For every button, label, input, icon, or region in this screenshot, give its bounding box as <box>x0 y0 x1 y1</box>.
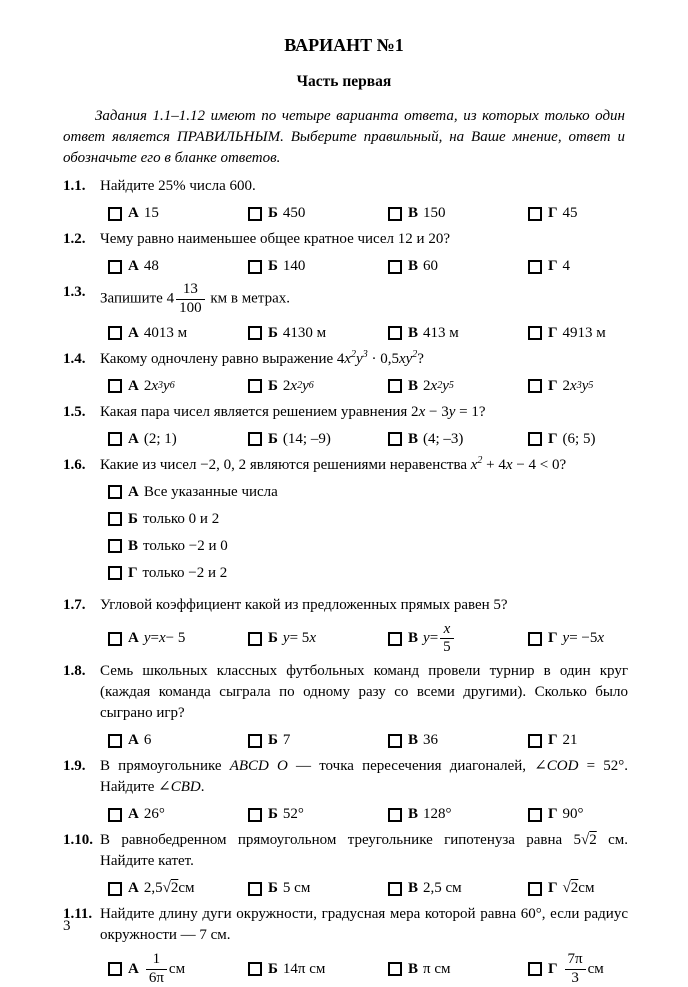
part-heading: Часть первая <box>296 73 392 90</box>
option-letter: В <box>408 806 419 822</box>
answer-option-Б[interactable] <box>248 804 388 825</box>
checkbox-icon[interactable] <box>248 207 262 221</box>
question-text: Какая пара чисел является решением уравнения 2x − 3y = 1? <box>100 403 486 420</box>
checkbox-icon[interactable] <box>388 326 402 340</box>
question-text: В равнобедренном прямоугольном треугольнике гипотенуза равна 5√2 см. Найдите катет. <box>100 832 628 869</box>
answer-option-В[interactable] <box>388 878 528 899</box>
option-letter: А <box>128 205 139 221</box>
checkbox-icon[interactable] <box>388 379 402 393</box>
option-value: 2 x 2 y 5 <box>423 377 454 394</box>
answer-option-В[interactable] <box>388 622 528 657</box>
checkbox-icon[interactable] <box>388 882 402 896</box>
option-value: 26° <box>143 806 165 822</box>
question-text: Угловой коэффициент какой из предложенных прямых равен 5? <box>100 596 508 613</box>
answer-option-В[interactable] <box>388 203 528 224</box>
question <box>63 830 628 899</box>
checkbox-icon[interactable] <box>388 207 402 221</box>
option-letter: Б <box>268 732 278 748</box>
answer-option-В[interactable] <box>108 536 386 557</box>
options-row <box>108 376 628 397</box>
option-letter: В <box>408 258 419 274</box>
answer-option-А[interactable] <box>108 878 248 899</box>
checkbox-icon[interactable] <box>248 734 262 748</box>
instructions-paragraph: Задания 1.1–1.12 имеют по четыре варианта ответа, из которых только один ответ является ПРАВИЛЬНЫМ. Выберите правильный, на Ваше мнение, ответ и обозначьте его в бланке ответов. <box>63 108 625 166</box>
option-value: 128° <box>423 806 452 822</box>
page-number: 3 <box>63 918 71 934</box>
option-letter: В <box>408 630 419 647</box>
square-root: √2 <box>162 880 179 896</box>
question-text: Найдите 25% числа 600. <box>100 178 256 194</box>
checkbox-icon[interactable] <box>108 882 122 896</box>
answer-option-Б[interactable] <box>108 509 386 530</box>
answer-option-Г[interactable] <box>528 323 606 344</box>
answer-option-А[interactable] <box>108 952 248 987</box>
checkbox-icon[interactable] <box>248 808 262 822</box>
option-letter: В <box>408 880 419 896</box>
option-letter: Б <box>268 960 278 977</box>
answer-option-А[interactable] <box>108 730 248 751</box>
option-value: 4013 м <box>143 324 188 341</box>
option-letter: Г <box>548 324 558 341</box>
answer-option-Б[interactable] <box>248 959 388 980</box>
answer-option-Б[interactable] <box>248 878 388 899</box>
option-value: y = x − 5 <box>143 630 186 647</box>
option-value: √2 см <box>563 878 595 899</box>
checkbox-icon[interactable] <box>108 962 122 976</box>
answer-option-Г[interactable] <box>528 628 604 649</box>
question-number: 1.6. <box>63 456 86 473</box>
options-row <box>108 878 628 899</box>
option-letter: А <box>128 377 139 394</box>
option-letter: А <box>128 960 139 977</box>
option-value: 60 <box>423 258 439 274</box>
option-letter: Б <box>268 430 278 447</box>
checkbox-icon[interactable] <box>248 379 262 393</box>
fraction: $\frac{7\pi}{3}$ <box>565 952 586 987</box>
option-value: 2,5 см <box>423 880 462 896</box>
answer-option-А[interactable] <box>108 323 248 344</box>
option-value: (4; –3) <box>423 430 464 447</box>
option-letter: Б <box>268 324 278 341</box>
checkbox-icon[interactable] <box>388 632 402 646</box>
checkbox-icon[interactable] <box>388 432 402 446</box>
option-value: 45 <box>562 205 578 221</box>
checkbox-icon[interactable] <box>248 962 262 976</box>
question <box>63 229 628 277</box>
question-number: 1.10. <box>63 832 93 848</box>
option-letter: Б <box>128 510 138 527</box>
question <box>63 756 628 825</box>
options-row <box>108 622 628 657</box>
option-letter: Б <box>268 205 278 221</box>
checkbox-icon[interactable] <box>528 432 542 446</box>
answer-option-Г[interactable] <box>528 804 584 825</box>
option-letter: Б <box>268 377 278 394</box>
question-text: Семь школьных классных футбольных команд провели турнир в один круг (каждая команда сыграла по одному разу со всеми другими). Сколько было сыграно игр? <box>100 663 628 721</box>
answer-option-А[interactable] <box>108 628 248 649</box>
checkbox-icon[interactable] <box>528 882 542 896</box>
checkbox-icon[interactable] <box>528 207 542 221</box>
option-value: Все указанные числа <box>143 483 278 500</box>
fraction: $\frac{13}{100}$ <box>176 282 205 317</box>
checkbox-icon[interactable] <box>528 632 542 646</box>
options-row <box>108 804 628 825</box>
question-number: 1.7. <box>63 596 86 613</box>
answer-option-В[interactable] <box>388 959 528 980</box>
option-letter: А <box>128 880 139 896</box>
checkbox-icon[interactable] <box>108 326 122 340</box>
checkbox-icon[interactable] <box>248 882 262 896</box>
option-letter: А <box>128 806 139 822</box>
option-value: 36 <box>423 732 439 748</box>
option-letter: В <box>128 537 139 554</box>
square-root: √2 <box>581 832 597 848</box>
question <box>63 349 628 397</box>
option-value: (2; 1) <box>143 430 177 447</box>
answer-option-Б[interactable] <box>248 376 388 397</box>
answer-option-А[interactable] <box>108 256 248 277</box>
checkbox-icon[interactable] <box>248 326 262 340</box>
option-letter: Г <box>548 377 558 394</box>
answer-option-В[interactable] <box>388 323 528 344</box>
option-letter: Г <box>548 880 558 896</box>
question-text: Какому одночлену равно выражение $4x^2y^3 \cdot 0,5xy^2$? <box>100 348 424 367</box>
option-letter: А <box>128 324 139 341</box>
answer-option-В[interactable] <box>388 730 528 751</box>
option-value: $\frac{1}{6\pi}$ см <box>144 952 185 987</box>
answer-option-Г[interactable] <box>108 563 386 584</box>
answer-option-В[interactable] <box>388 429 528 450</box>
option-letter: Б <box>268 806 278 822</box>
option-letter: Б <box>268 880 278 896</box>
answer-option-В[interactable] <box>388 804 528 825</box>
option-letter: А <box>128 430 139 447</box>
question <box>63 595 628 657</box>
checkbox-icon[interactable] <box>388 808 402 822</box>
answer-option-Б[interactable] <box>248 203 388 224</box>
option-letter: А <box>128 732 139 748</box>
checkbox-icon[interactable] <box>108 566 122 580</box>
question-number: 1.2. <box>63 231 86 247</box>
option-letter: В <box>408 960 419 977</box>
square-root: √2 <box>562 880 579 896</box>
option-value: 150 <box>423 205 446 221</box>
answer-option-В[interactable] <box>388 256 528 277</box>
option-value: y = −5 x <box>562 630 605 647</box>
option-letter: Г <box>548 630 558 647</box>
question-text: Какие из чисел −2, 0, 2 являются решениями неравенства $x^2 + 4x - 4 < 0$? <box>100 454 567 473</box>
option-value: π см <box>423 960 451 977</box>
checkbox-icon[interactable] <box>108 632 122 646</box>
option-value: только −2 и 2 <box>142 564 228 581</box>
option-letter: Г <box>128 564 138 581</box>
answer-option-А[interactable] <box>108 203 248 224</box>
fraction: $\frac{1}{6\pi}$ <box>146 952 167 987</box>
question-text: Найдите длину дуги окружности, градусная мера которой равна 60°, если радиус окружности — 7 см. <box>100 906 628 943</box>
question-text: В прямоугольнике ABCD O — точка пересечения диагоналей, ∠COD = 52°. Найдите ∠CBD. <box>100 758 628 795</box>
options-row <box>108 203 628 224</box>
option-value: (14; –9) <box>282 430 331 447</box>
option-value: 4130 м <box>282 324 327 341</box>
checkbox-icon[interactable] <box>528 326 542 340</box>
option-value: 14π см <box>282 960 326 977</box>
checkbox-icon[interactable] <box>108 734 122 748</box>
checkbox-icon[interactable] <box>528 260 542 274</box>
answer-option-Г[interactable] <box>528 952 604 987</box>
option-letter: А <box>128 258 139 274</box>
question <box>63 176 628 224</box>
option-value: 450 <box>282 205 306 221</box>
option-letter: В <box>408 377 419 394</box>
checkbox-icon[interactable] <box>108 512 122 526</box>
option-value: 4 <box>562 258 571 274</box>
checkbox-icon[interactable] <box>528 962 542 976</box>
question-number: 1.4. <box>63 350 86 367</box>
question <box>63 282 628 344</box>
answer-option-Б[interactable] <box>248 429 388 450</box>
answer-option-Б[interactable] <box>248 730 388 751</box>
option-letter: Г <box>548 732 558 748</box>
fraction: $\frac{x}{5}$ <box>440 622 454 657</box>
question-number: 1.9. <box>63 758 86 774</box>
questions-list <box>0 176 688 987</box>
question <box>63 661 628 751</box>
option-letter: А <box>128 630 139 647</box>
answer-option-Г[interactable] <box>528 429 595 450</box>
checkbox-icon[interactable] <box>388 962 402 976</box>
option-letter: Г <box>548 258 558 274</box>
answer-option-А[interactable] <box>108 482 386 503</box>
question-text: Запишите 4 $\frac{13}{100}$ км в метрах. <box>100 281 290 316</box>
option-letter: В <box>408 430 419 447</box>
options-row <box>108 429 628 450</box>
option-value: 4913 м <box>562 324 606 341</box>
answer-option-Г[interactable] <box>528 256 570 277</box>
checkbox-icon[interactable] <box>528 808 542 822</box>
option-value: 2,5 √2 см <box>144 878 195 899</box>
answer-option-В[interactable] <box>388 376 528 397</box>
question-number: 1.5. <box>63 403 86 420</box>
answer-option-Б[interactable] <box>248 323 388 344</box>
question <box>63 402 628 450</box>
checkbox-icon[interactable] <box>108 539 122 553</box>
answer-option-А[interactable] <box>108 804 248 825</box>
answer-option-Б[interactable] <box>248 628 388 649</box>
answer-option-А[interactable] <box>108 429 248 450</box>
checkbox-icon[interactable] <box>248 260 262 274</box>
option-letter: Г <box>548 960 558 977</box>
option-value: 48 <box>143 258 159 274</box>
question-number: 1.3. <box>63 284 86 300</box>
option-value: y = $\frac{x}{5}$ <box>423 622 456 657</box>
option-letter: Б <box>268 258 278 274</box>
option-value: 2 x 3 y 6 <box>143 377 175 394</box>
option-value: 2 x 2 y 6 <box>282 377 314 394</box>
option-value: только −2 и 0 <box>143 537 228 554</box>
option-value: 15 <box>143 205 159 221</box>
option-value: 140 <box>282 258 306 274</box>
checkbox-icon[interactable] <box>108 379 122 393</box>
question <box>63 904 628 987</box>
answer-option-А[interactable] <box>108 376 248 397</box>
option-value: 7 <box>282 732 291 748</box>
option-value: 6 <box>143 732 152 748</box>
option-value: 21 <box>562 732 578 748</box>
checkbox-icon[interactable] <box>108 207 122 221</box>
page-title: ВАРИАНТ №1 <box>284 35 404 55</box>
option-value: 52° <box>282 806 304 822</box>
option-letter: В <box>408 324 419 341</box>
answer-option-Б[interactable] <box>248 256 388 277</box>
question-text: Чему равно наименьшее общее кратное чисел 12 и 20? <box>100 231 450 247</box>
option-letter: Г <box>548 205 558 221</box>
question-number: 1.1. <box>63 178 86 194</box>
option-value: y = 5 x <box>282 630 316 647</box>
answer-option-Г[interactable] <box>528 730 578 751</box>
options-row <box>108 323 628 344</box>
checkbox-icon[interactable] <box>248 632 262 646</box>
checkbox-icon[interactable] <box>528 379 542 393</box>
question-number: 1.8. <box>63 663 86 679</box>
option-value: 413 м <box>423 324 459 341</box>
checkbox-icon[interactable] <box>108 485 122 499</box>
checkbox-icon[interactable] <box>248 432 262 446</box>
option-letter: А <box>128 483 139 500</box>
checkbox-icon[interactable] <box>388 260 402 274</box>
question-number: 1.11. <box>63 906 93 922</box>
checkbox-icon[interactable] <box>528 734 542 748</box>
question <box>63 455 628 590</box>
checkbox-icon[interactable] <box>388 734 402 748</box>
answer-option-Г[interactable] <box>528 878 594 899</box>
options-row <box>108 952 628 987</box>
options-row <box>108 482 628 590</box>
option-value: 5 см <box>282 880 311 896</box>
option-value: только 0 и 2 <box>142 510 220 527</box>
option-letter: В <box>408 205 419 221</box>
option-value: 90° <box>562 806 584 822</box>
options-row <box>108 256 628 277</box>
checkbox-icon[interactable] <box>108 432 122 446</box>
answer-option-Г[interactable] <box>528 376 593 397</box>
checkbox-icon[interactable] <box>108 260 122 274</box>
checkbox-icon[interactable] <box>108 808 122 822</box>
option-letter: Б <box>268 630 278 647</box>
option-value: 2 x 3 y 5 <box>562 377 594 394</box>
option-value: (6; 5) <box>562 430 596 447</box>
option-value: $\frac{7\pi}{3}$ см <box>563 952 604 987</box>
answer-option-Г[interactable] <box>528 203 578 224</box>
option-letter: Г <box>548 430 558 447</box>
option-letter: В <box>408 732 419 748</box>
options-row <box>108 730 628 751</box>
option-letter: Г <box>548 806 558 822</box>
